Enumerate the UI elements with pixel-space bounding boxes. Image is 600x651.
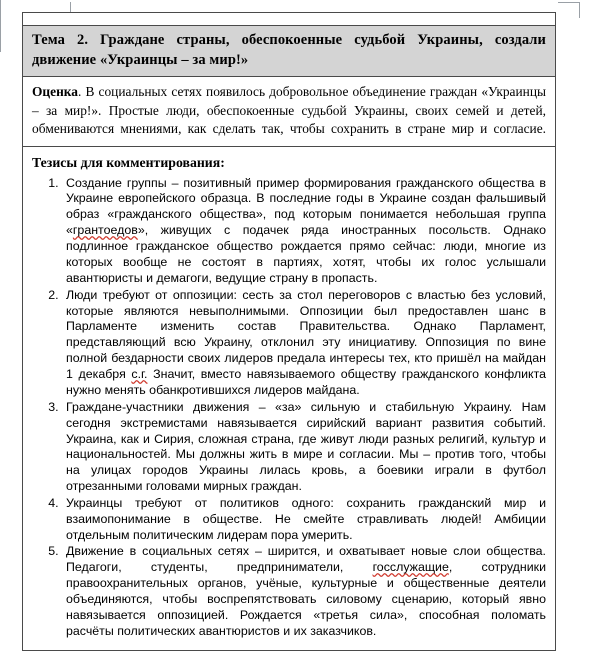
theme-title-cell xyxy=(23,26,555,77)
document-table xyxy=(22,12,556,651)
spellcheck-word: госслужащие xyxy=(372,560,449,575)
theses-list xyxy=(32,176,546,640)
thesis-text-part1: Граждане-участники движения – «за» сильную и стабильную Украину. Нам сегодня экстремистами навязывается сирийский вариант развития событий. Украина, как и Сирия, сложная страна, где живут люди разных религий, культур и национальностей. Мы должны жить в мире и согласии. Мы – против того, чтобы на улицах городов Украины лилась кровь, а боевики играли в футбол отрезанными головами мирных граждан. xyxy=(66,399,546,494)
list-item xyxy=(62,400,546,496)
thesis-text-part2: », живущих с подачек ряда иностранных посольств. Однако подлинное гражданское общество рождается прямо сейчас: люди, многие из которых вообще не состоят в партиях, хотят, чтобы их голос услышали авантюристы и демагоги, ведущие страну в пропасть. xyxy=(66,223,546,286)
thesis-text-part2: Значит, вместо навязываемого обществу гражданского конфликта нужно менять обанкротившихся лидеров майдана. xyxy=(66,367,546,398)
thesis-text-part1: Люди требуют от оппозиции: сесть за стол переговоров с властью без условий, которые являются невыполнимыми. Оппозиции был предоставлен шанс в Парламенте изменить состав Правительства. Однако Парламент, представляющий всю Украину, отклонил эту инициативу. Оппозиция по вине полной бездарности своих лидеров предала интересы тех, кто пришёл на майдан 1 декабря xyxy=(66,287,546,382)
list-item xyxy=(62,496,546,544)
theses-heading: Тезисы для комментирования: xyxy=(32,154,225,170)
assessment-cell xyxy=(23,77,555,147)
list-item xyxy=(62,176,546,288)
page-margin-mark-bottom-right xyxy=(0,0,1,52)
thesis-text-part2: , сотрудники правоохранительных органов, учёные, культурные и общественные деятели объединяются, чтобы воспрепятствовать силовому сценарию, который явно навязывается оппозицией. Рождается «третья сила», способная поломать расчёты политических авантюристов и их заказчиков. xyxy=(66,560,546,638)
assessment-paragraph xyxy=(32,83,546,139)
table-spacer-row xyxy=(23,13,555,26)
assessment-body: . В социальных сетях появилось добровольное объединение граждан «Украинцы – за мир!». Простые люди, обеспокоенные судьбой Украины, своих семей и детей, обмениваются мнениями, как сделать так, чтобы сохранить в стране мир и согласие. xyxy=(32,84,546,137)
thesis-text-part1: Движение в социальных сетях – ширится, и охватывает новые слои общества. Педагоги, студенты, предприниматели, xyxy=(66,544,546,575)
page-margin-mark-top-right xyxy=(560,2,580,22)
assessment-label: Оценка xyxy=(32,84,78,100)
page-title: Тема 2. Граждане страны, обеспокоенные судьбой Украины, создали движение «Украинцы – за мир!» xyxy=(32,32,546,68)
spellcheck-word: с.г. xyxy=(131,367,148,382)
thesis-text-part1: Украинцы требуют от политиков одного: сохранить гражданский мир и взаимопонимание в обществе. Не смейте стравливать людей! Амбиции отдельным политическим лидерам пора умерить. xyxy=(66,495,546,542)
theses-cell xyxy=(23,147,555,651)
list-item xyxy=(62,544,546,640)
spellcheck-word: грантоедов xyxy=(72,223,138,238)
list-item xyxy=(62,288,546,400)
thesis-text-part1: Создание группы – позитивный пример формирования гражданского общества в Украине европейского образца. В последние годы в Украине создан фальшивый образ «гражданского общества», под которым понимается небольшая группа « xyxy=(66,175,546,238)
